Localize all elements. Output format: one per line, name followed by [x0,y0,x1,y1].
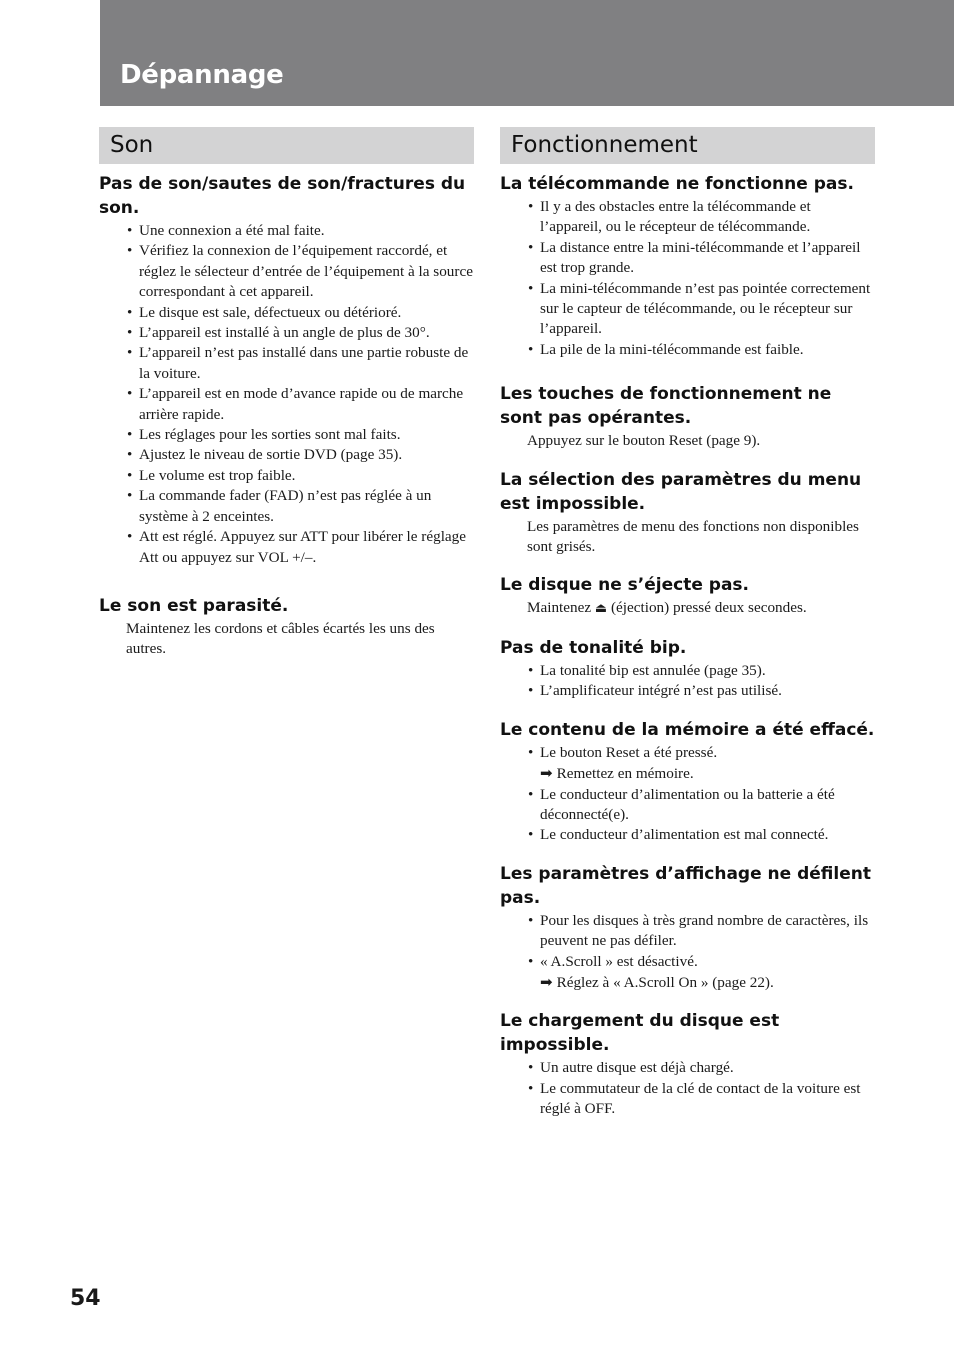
problem-menu [500,468,875,558]
cause-item: • Le volume est trop faible. [99,466,474,486]
cause-item [500,743,875,785]
arrow-right-icon: ➡ [540,764,553,783]
solution-text [500,598,875,619]
cause-item: • Att est réglé. Appuyez sur ATT pour libérer le réglage Att ou appuyez sur VOL +/–. [99,527,474,568]
problem-title: Le contenu de la mémoire a été effacé. [500,719,875,740]
page-number: 54 [70,1286,101,1311]
problem-memory [500,718,875,846]
cause-item: • L’appareil est installé à un angle de plus de 30°. [99,323,474,343]
solution-text: Appuyez sur le bouton Reset (page 9). [527,432,761,450]
problem-title: Les paramètres d’affichage ne défilent pas. [500,863,871,908]
cause-item: • Une connexion a été mal faite. [99,221,474,241]
cause-item: • L’amplificateur intégré n’est pas utilisé. [500,681,875,701]
page-title: Dépannage [120,60,284,90]
cause-list [99,221,474,568]
problem-noise [99,594,474,660]
problem-display-scroll [500,862,875,994]
remedy-text: Remettez en mémoire. [556,765,694,783]
cause-list [500,743,875,846]
eject-icon: ⏏ [594,601,608,617]
problem-title: Le son est parasité. [99,595,289,616]
remedy [540,763,875,784]
problem-title: Pas de tonalité bip. [500,637,687,658]
cause-text: Le bouton Reset a été pressé. [540,743,718,761]
cause-list [500,197,875,360]
cause-item: • Il y a des obstacles entre la télécommande et l’appareil, ou le récepteur de télécommande. [500,197,875,238]
section-title-fonctionnement: Fonctionnement [500,127,875,164]
section-title-son: Son [99,127,474,164]
cause-item: • La pile de la mini-télécommande est faible. [500,340,875,360]
problem-remote [500,172,875,360]
cause-item: • L’appareil n’est pas installé dans une partie robuste de la voiture. [99,343,474,384]
remedy [540,972,875,993]
cause-item: • Ajustez le niveau de sortie DVD (page 35). [99,445,474,465]
solution-text: Maintenez les cordons et câbles écartés les uns des autres. [126,619,435,658]
section-son [99,127,474,676]
cause-item: • La mini-télécommande n’est pas pointée correctement sur le capteur de télécommande, ou le récepteur sur l’appareil. [500,279,875,340]
problem-loading [500,1009,875,1119]
cause-list [500,661,875,702]
cause-item: • La commande fader (FAD) n’est pas réglée à un système à 2 enceintes. [99,486,474,527]
solution-text-part: (éjection) pressé deux secondes. [611,599,807,617]
solution-text-part: Maintenez [527,599,592,617]
section-fonctionnement [500,127,875,1136]
problem-keys [500,382,875,451]
problem-title: Le chargement du disque est impossible. [500,1011,780,1056]
cause-item [500,952,875,994]
cause-item: • Le conducteur d’alimentation ou la batterie a été déconnecté(e). [500,785,875,826]
problem-no-sound [99,172,474,568]
cause-list [500,1058,875,1119]
problem-title: Pas de son/sautes de son/fractures du son. [99,174,466,218]
cause-text: « A.Scroll » est désactivé. [540,952,698,970]
cause-item: • La distance entre la mini-télécommande et l’appareil est trop grande. [500,238,875,279]
cause-item: • Pour les disques à très grand nombre de caractères, ils peuvent ne pas défiler. [500,911,875,952]
cause-item: • Un autre disque est déjà chargé. [500,1058,875,1078]
cause-item: • Vérifiez la connexion de l’équipement raccordé, et réglez le sélecteur d’entrée de l’équipement à la source correspondant à cet appareil. [99,241,474,302]
problem-beep [500,636,875,702]
arrow-right-icon: ➡ [540,972,553,991]
cause-item: • Les réglages pour les sorties sont mal faits. [99,425,474,445]
header-band [100,0,954,106]
cause-item: • Le commutateur de la clé de contact de la voiture est réglé à OFF. [500,1079,875,1120]
problem-title: La sélection des paramètres du menu est impossible. [500,469,862,514]
cause-item: • Le conducteur d’alimentation est mal connecté. [500,825,875,845]
cause-item: • Le disque est sale, défectueux ou détérioré. [99,303,474,323]
cause-item: • La tonalité bip est annulée (page 35). [500,661,875,681]
problem-eject [500,573,875,619]
remedy-text: Réglez à « A.Scroll On » (page 22). [556,973,774,991]
cause-item: • L’appareil est en mode d’avance rapide ou de marche arrière rapide. [99,384,474,425]
solution-text: Les paramètres de menu des fonctions non disponibles sont grisés. [527,517,859,556]
problem-title: Les touches de fonctionnement ne sont pas opérantes. [500,384,832,429]
problem-title: Le disque ne s’éjecte pas. [500,575,749,596]
problem-title: La télécommande ne fonctionne pas. [500,174,854,194]
cause-list [500,911,875,994]
